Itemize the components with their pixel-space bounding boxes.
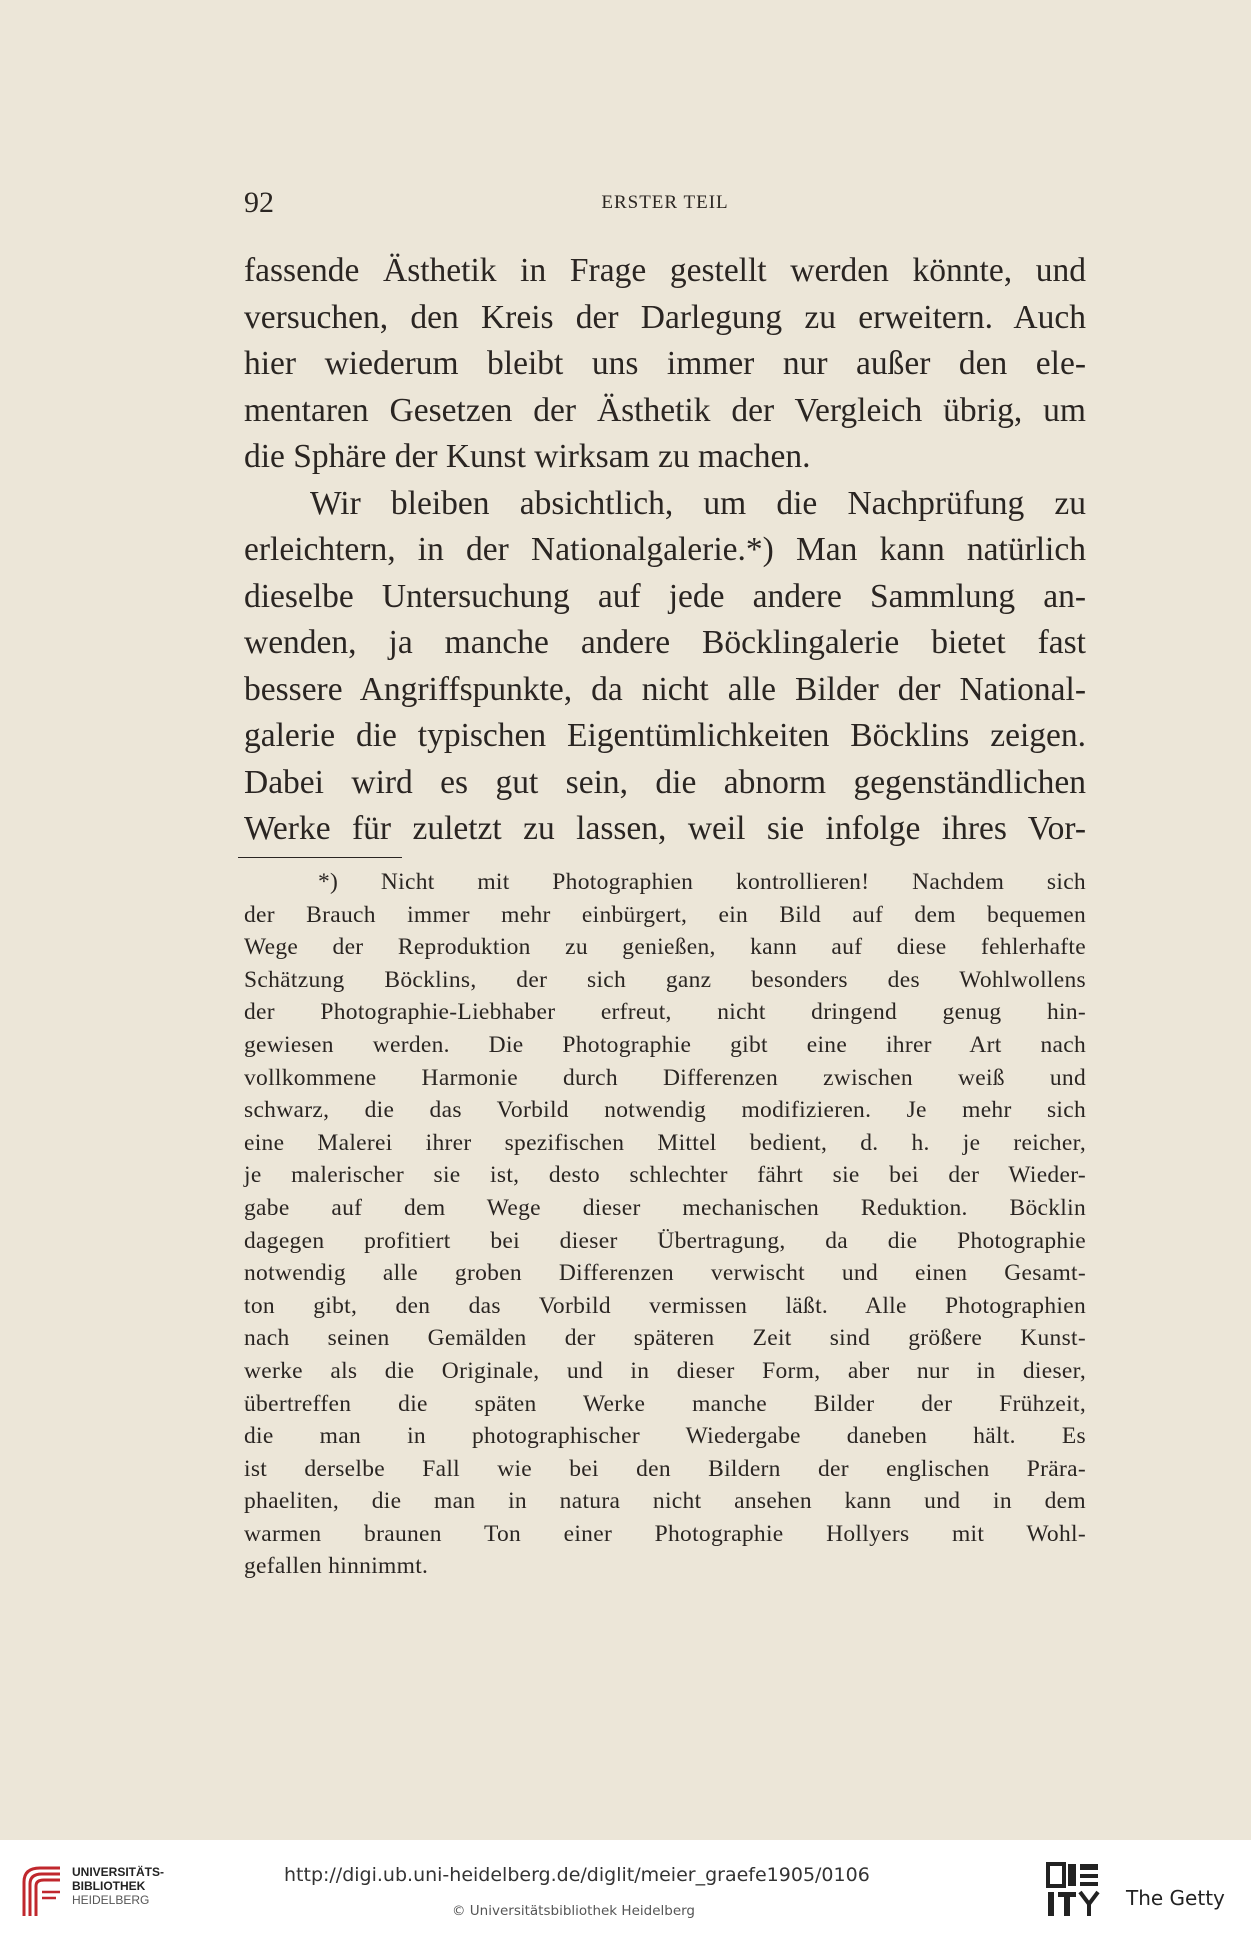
footnote-line: gewiesen werden. Die Photographie gibt eine ihrer Art nach bbox=[244, 1031, 1086, 1058]
footnote-line: notwendig alle groben Differenzen verwischt und einen Gesamt- bbox=[244, 1260, 1086, 1287]
footnote-line: *) Nicht mit Photographien kontrollieren! Nachdem sich bbox=[318, 869, 1086, 895]
footnote-line: Wege der Reproduktion zu genießen, kann auf diese fehlerhafte bbox=[244, 934, 1086, 961]
body-line: wenden, ja manche andere Böcklingalerie bietet fast bbox=[244, 624, 1086, 661]
footnote bbox=[244, 866, 1086, 1583]
footnote-line: werke als die Originale, und in dieser Form, aber nur in dieser, bbox=[244, 1357, 1086, 1384]
footnote-line: ist derselbe Fall wie bei den Bildern der englischen Prära- bbox=[244, 1455, 1086, 1482]
footnote-line: der Brauch immer mehr einbürgert, ein Bild auf dem bequemen bbox=[244, 901, 1086, 928]
footnote-rule bbox=[238, 857, 402, 858]
body-line: die Sphäre der Kunst wirksam zu machen. bbox=[244, 438, 811, 475]
footnote-line: nach seinen Gemälden der späteren Zeit sind größere Kunst- bbox=[244, 1325, 1086, 1352]
footnote-line: phaeliten, die man in natura nicht ansehen kann und in dem bbox=[244, 1488, 1086, 1515]
university-library-name bbox=[72, 1865, 164, 1907]
footnote-line: vollkommene Harmonie durch Differenzen zwischen weiß und bbox=[244, 1064, 1086, 1091]
body-text bbox=[244, 248, 1086, 853]
library-name-line: BIBLIOTHEK bbox=[72, 1879, 146, 1893]
footnote-line: gefallen hinnimmt. bbox=[244, 1553, 429, 1580]
footnote-line: ton gibt, den das Vorbild vermissen läßt. Alle Photographien bbox=[244, 1292, 1086, 1319]
footnote-line: dagegen profitiert bei dieser Übertragung, da die Photographie bbox=[244, 1227, 1086, 1254]
body-line: galerie die typischen Eigentümlichkeiten Böcklins zeigen. bbox=[244, 717, 1086, 754]
footnote-line: warmen braunen Ton einer Photographie Hollyers mit Wohl- bbox=[244, 1520, 1086, 1547]
footnote-line: die man in photographischer Wiedergabe daneben hält. Es bbox=[244, 1423, 1086, 1450]
copyright-notice: © Universitätsbibliothek Heidelberg bbox=[452, 1903, 696, 1919]
getty-name: The Getty bbox=[1126, 1886, 1225, 1910]
footnote-line: gabe auf dem Wege dieser mechanischen Reduktion. Böcklin bbox=[244, 1194, 1086, 1221]
footnote-line: je malerischer sie ist, desto schlechter fährt sie bei der Wieder- bbox=[244, 1162, 1086, 1189]
library-name-line: HEIDELBERG bbox=[72, 1893, 150, 1907]
body-line: versuchen, den Kreis der Darlegung zu erweitern. Auch bbox=[244, 298, 1086, 336]
page-header bbox=[240, 186, 1090, 226]
footnote-line: Schätzung Böcklins, der sich ganz besonders des Wohlwollens bbox=[244, 966, 1086, 993]
body-line: Dabei wird es gut sein, die abnorm gegenständlichen bbox=[244, 763, 1086, 801]
footnote-line: eine Malerei ihrer spezifischen Mittel bedient, d. h. je reicher, bbox=[244, 1129, 1086, 1156]
body-line: fassende Ästhetik in Frage gestellt werden könnte, und bbox=[244, 252, 1086, 289]
library-name-line: UNIVERSITÄTS- bbox=[72, 1865, 165, 1879]
viewer-footer bbox=[0, 1840, 1251, 1940]
footnote-line: der Photographie-Liebhaber erfreut, nicht dringend genug hin- bbox=[244, 999, 1086, 1026]
body-line: bessere Angriffspunkte, da nicht alle Bilder der National- bbox=[244, 670, 1086, 708]
university-library-logo-icon bbox=[18, 1862, 66, 1920]
footnote-line: schwarz, die das Vorbild notwendig modifizieren. Je mehr sich bbox=[244, 1097, 1086, 1124]
running-head: ERSTER TEIL bbox=[601, 192, 729, 213]
body-line: erleichtern, in der Nationalgalerie.*) Man kann natürlich bbox=[244, 531, 1086, 568]
permalink-url[interactable]: http://digi.ub.uni-heidelberg.de/diglit/meier_graefe1905/0106 bbox=[284, 1864, 870, 1886]
body-line: Werke für zuletzt zu lassen, weil sie infolge ihres Vor- bbox=[244, 810, 1086, 847]
body-line: dieselbe Untersuchung auf jede andere Sammlung an- bbox=[244, 577, 1086, 615]
body-line: mentaren Gesetzen der Ästhetik der Vergleich übrig, um bbox=[244, 391, 1086, 429]
body-line: hier wiederum bleibt uns immer nur außer den ele- bbox=[244, 345, 1086, 382]
getty-logo-icon bbox=[1046, 1860, 1102, 1920]
body-line: Wir bleiben absichtlich, um die Nachprüfung zu bbox=[310, 484, 1086, 522]
footnote-line: übertreffen die späten Werke manche Bilder der Frühzeit, bbox=[244, 1390, 1086, 1417]
page-number: 92 bbox=[244, 186, 274, 219]
